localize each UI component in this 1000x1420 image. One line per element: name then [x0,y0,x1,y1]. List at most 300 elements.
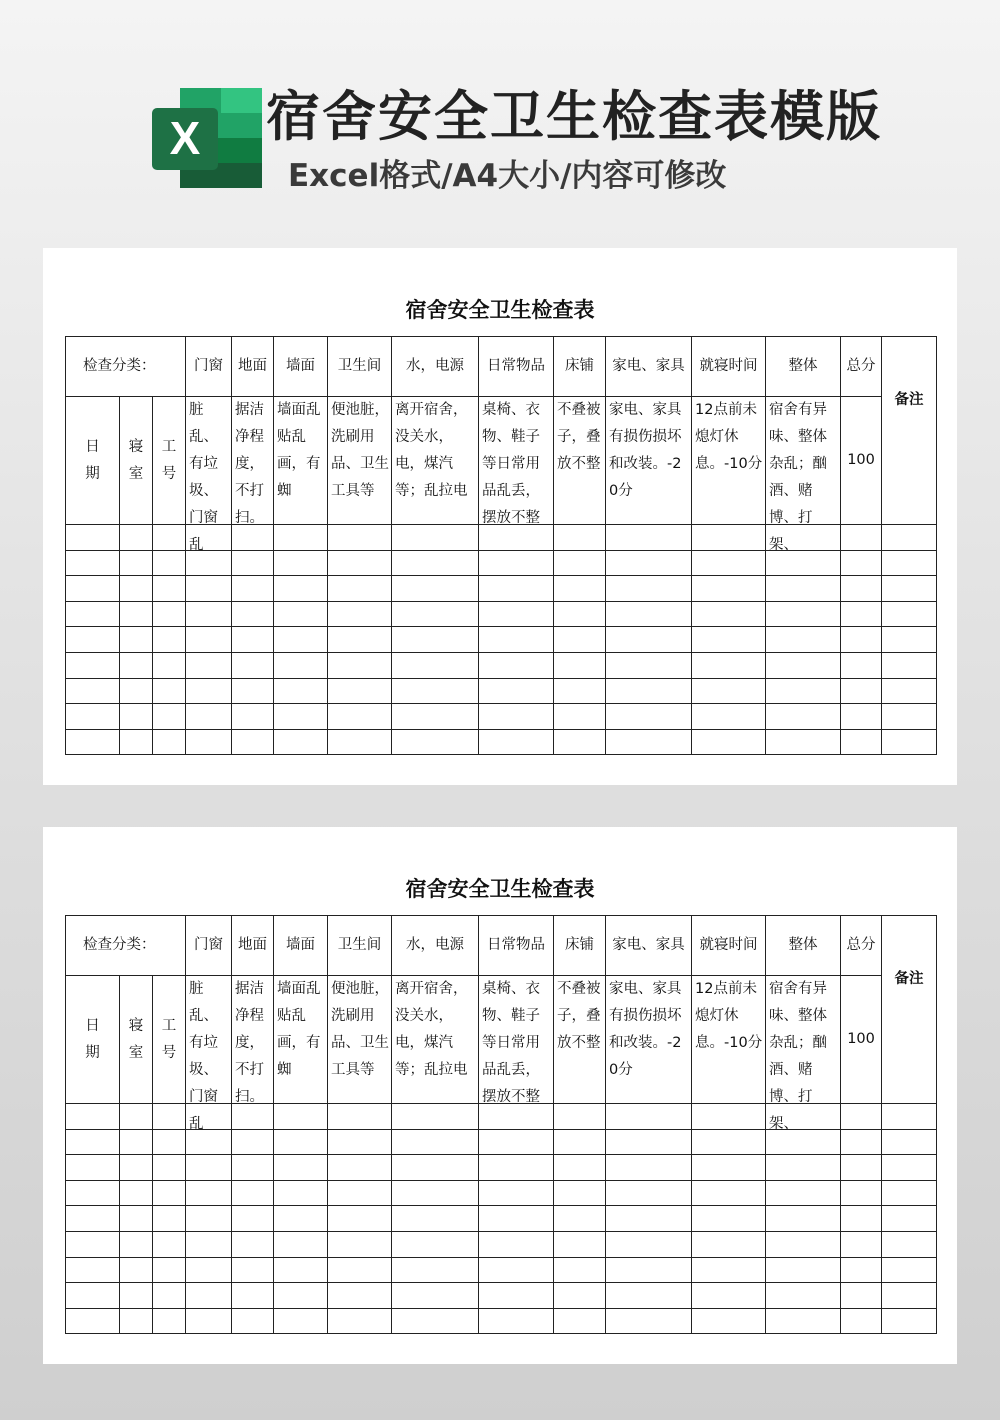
empty-cell [66,1308,120,1334]
empty-cell [841,729,882,755]
empty-cell [766,627,841,653]
empty-cell [692,550,766,576]
empty-cell [554,525,606,551]
empty-cell [766,1257,841,1283]
empty-cell [882,576,937,602]
empty-cell [692,1206,766,1232]
empty-cell [692,652,766,678]
table-row [66,627,937,653]
empty-cell [328,652,392,678]
empty-cell [479,678,554,704]
empty-cell [692,1257,766,1283]
empty-cell [841,704,882,730]
desc-cell [606,397,692,525]
empty-cell [66,627,120,653]
empty-cell [766,576,841,602]
empty-cell [766,1308,841,1334]
empty-cell [66,1206,120,1232]
empty-cell [153,601,186,627]
empty-cell [554,1180,606,1206]
empty-cell [392,1180,479,1206]
empty-cell [186,1155,232,1181]
empty-cell [153,1104,186,1130]
excel-logo-icon [152,86,264,190]
empty-cell [66,1231,120,1257]
empty-cell [120,1257,153,1283]
header-cell: 床铺 [554,916,606,976]
empty-cell [882,1155,937,1181]
empty-cell [479,704,554,730]
desc-cell [766,397,841,553]
empty-cell [232,1155,274,1181]
empty-cell [328,704,392,730]
empty-cell [66,550,120,576]
desc-text: 墙面乱贴乱画，有蜘 [277,402,321,499]
id-label-cell [153,976,186,1104]
desc-text: 12点前未熄灯休息。-10分 [695,981,763,1051]
desc-cell [479,976,554,1104]
desc-cell [606,976,692,1104]
empty-cell [554,627,606,653]
note-cell [882,916,937,1104]
empty-cell [392,1104,479,1130]
empty-cell [328,1129,392,1155]
empty-cell [692,729,766,755]
desc-text: 便池脏，洗刷用品、卫生工具等 [331,981,390,1078]
empty-cell [120,550,153,576]
empty-cell [554,729,606,755]
empty-cell [479,1129,554,1155]
table-row [66,1257,937,1283]
empty-cell [841,601,882,627]
empty-cell [479,1231,554,1257]
empty-cell [766,652,841,678]
page-title: 宿舍安全卫生检查表模版 [266,85,882,148]
header-cell: 地面 [232,916,274,976]
empty-cell [328,601,392,627]
empty-cell [120,652,153,678]
desc-cell [232,976,274,1104]
empty-cell [392,678,479,704]
empty-cell [232,1308,274,1334]
empty-cell [392,729,479,755]
desc-cell [479,397,554,525]
empty-cell [153,576,186,602]
empty-cell [841,678,882,704]
header-cell: 门窗 [186,916,232,976]
desc-cell [554,397,606,525]
inspection-table [65,915,937,1334]
desc-cell [692,397,766,525]
empty-cell [274,1206,328,1232]
empty-cell [554,1104,606,1130]
empty-cell [882,1104,937,1130]
empty-cell [882,1257,937,1283]
desc-text: 宿舍有异味、整体杂乱；酗酒、赌博、打架、 [769,981,828,1132]
empty-cell [66,1257,120,1283]
empty-cell [232,678,274,704]
empty-cell [841,525,882,551]
empty-cell [606,1180,692,1206]
empty-cell [766,601,841,627]
category-label: 检查分类： [66,916,186,976]
desc-cell [274,976,328,1104]
header-cell: 床铺 [554,337,606,397]
empty-cell [882,525,937,551]
desc-text: 桌椅、衣物、鞋子等日常用品乱丢，摆放不整 [482,402,541,526]
empty-cell [841,1206,882,1232]
desc-cell [232,397,274,525]
desc-text: 离开宿舍，没关水，电，煤汽等；乱拉电 [395,981,468,1078]
description-row [66,397,937,525]
sheet-title: 宿舍安全卫生检查表 [405,877,595,901]
empty-cell [554,1155,606,1181]
header-cell: 总分 [841,337,882,397]
header-cell: 卫生间 [328,916,392,976]
empty-cell [328,729,392,755]
empty-cell [120,1283,153,1309]
empty-cell [554,1308,606,1334]
empty-cell [606,729,692,755]
desc-text: 据洁净程度，不打扫。 [235,981,265,1105]
empty-cell [554,1257,606,1283]
empty-cell [882,1231,937,1257]
empty-cell [692,1155,766,1181]
id-label: 工号 [161,438,177,482]
empty-cell [153,678,186,704]
empty-cell [274,678,328,704]
desc-cell [328,397,392,525]
empty-cell [274,550,328,576]
empty-cell [692,601,766,627]
table-row [66,729,937,755]
empty-cell [479,729,554,755]
header-row [66,916,937,976]
empty-cell [554,1206,606,1232]
empty-cell [274,1231,328,1257]
empty-cell [766,729,841,755]
sheet-title: 宿舍安全卫生检查表 [405,298,595,322]
empty-cell [232,601,274,627]
empty-cell [606,1231,692,1257]
empty-cell [479,601,554,627]
empty-cell [232,1257,274,1283]
empty-cell [882,652,937,678]
empty-cell [66,1180,120,1206]
desc-text: 桌椅、衣物、鞋子等日常用品乱丢，摆放不整 [482,981,541,1105]
table-row [66,1155,937,1181]
empty-cell [186,1206,232,1232]
empty-cell [328,1231,392,1257]
empty-cell [186,1257,232,1283]
empty-cell [392,704,479,730]
empty-cell [153,1283,186,1309]
empty-cell [606,1257,692,1283]
empty-cell [606,704,692,730]
total-score: 100 [841,976,882,1104]
empty-cell [274,1283,328,1309]
logo-letter: X [169,112,201,164]
desc-cell [692,976,766,1104]
empty-cell [232,1180,274,1206]
empty-cell [841,1308,882,1334]
header-cell-text: 家电、家具 [612,937,685,953]
total-score: 100 [841,397,882,525]
date-label-cell [66,397,120,525]
desc-text: 不叠被子，叠放不整 [557,981,601,1051]
empty-cell [153,1231,186,1257]
empty-cell [66,652,120,678]
empty-cell [120,704,153,730]
empty-cell [882,1283,937,1309]
table-row [66,704,937,730]
empty-cell [186,601,232,627]
empty-cell [186,576,232,602]
empty-cell [841,550,882,576]
empty-cell [692,1308,766,1334]
desc-text: 墙面乱贴乱画，有蜘 [277,981,321,1078]
empty-cell [232,704,274,730]
empty-cell [328,525,392,551]
empty-cell [274,1308,328,1334]
empty-cell [186,704,232,730]
empty-cell [274,525,328,551]
header-cell [606,916,692,976]
empty-cell [274,576,328,602]
empty-cell [882,1180,937,1206]
empty-cell [841,576,882,602]
desc-cell [186,397,232,553]
desc-text: 便池脏，洗刷用品、卫生工具等 [331,402,390,499]
header-cell: 地面 [232,337,274,397]
empty-cell [274,1155,328,1181]
empty-cell [153,1129,186,1155]
date-label: 日期 [85,438,100,482]
empty-cell [554,704,606,730]
empty-cell [554,678,606,704]
empty-cell [120,1104,153,1130]
empty-cell [328,627,392,653]
empty-cell [120,627,153,653]
empty-cell [841,627,882,653]
id-label: 工号 [161,1017,177,1061]
header-cell-text: 家电、家具 [612,358,685,374]
room-label: 寝室 [128,438,144,482]
empty-cell [232,729,274,755]
empty-cell [554,1129,606,1155]
empty-cell [766,678,841,704]
empty-cell [606,601,692,627]
empty-cell [232,1129,274,1155]
empty-cell [153,1206,186,1232]
empty-cell [692,1231,766,1257]
note-label: 备注 [894,392,924,408]
empty-cell [692,704,766,730]
empty-cell [692,627,766,653]
empty-cell [392,1308,479,1334]
empty-cell [841,1155,882,1181]
desc-text: 脏乱、有垃圾、门窗乱 [189,981,219,1132]
empty-cell [692,678,766,704]
empty-cell [882,1206,937,1232]
empty-cell [120,729,153,755]
empty-cell [232,576,274,602]
empty-cell [153,652,186,678]
header-row [66,337,937,397]
desc-text: 12点前未熄灯休息。-10分 [695,402,763,472]
empty-cell [392,550,479,576]
empty-cell [66,1283,120,1309]
empty-cell [328,1308,392,1334]
empty-cell [841,1257,882,1283]
empty-cell [392,1257,479,1283]
desc-text: 离开宿舍，没关水，电，煤汽等；乱拉电 [395,402,468,499]
empty-cell [66,525,120,551]
empty-cell [882,1308,937,1334]
sheet-2 [43,827,957,1364]
empty-cell [153,704,186,730]
empty-cell [606,627,692,653]
empty-cell [120,1206,153,1232]
header-cell: 水，电源 [392,916,479,976]
empty-cell [274,1104,328,1130]
desc-text: 不叠被子，叠放不整 [557,402,601,472]
empty-cell [328,1257,392,1283]
empty-cell [692,1104,766,1130]
empty-cell [479,1180,554,1206]
empty-cell [392,1129,479,1155]
empty-cell [882,627,937,653]
header-cell: 整体 [766,337,841,397]
empty-cell [766,1283,841,1309]
empty-cell [392,1155,479,1181]
desc-cell [328,976,392,1104]
desc-cell [186,976,232,1132]
description-row [66,976,937,1104]
empty-cell [606,1104,692,1130]
empty-cell [479,652,554,678]
empty-cell [328,1104,392,1130]
empty-cell [66,729,120,755]
empty-cell [232,1283,274,1309]
empty-cell [554,1231,606,1257]
empty-cell [606,550,692,576]
empty-cell [841,1283,882,1309]
header-cell: 日常物品 [479,916,554,976]
table-row [66,601,937,627]
header-cell: 就寝时间 [692,916,766,976]
desc-text: 家电、家具有损伤损坏和改装。-20分 [609,981,682,1078]
sheet-1 [43,248,957,785]
empty-cell [66,1129,120,1155]
desc-cell [274,397,328,525]
empty-cell [392,1283,479,1309]
empty-cell [554,550,606,576]
empty-cell [392,525,479,551]
header-cell: 日常物品 [479,337,554,397]
header-cell: 卫生间 [328,337,392,397]
header-cell: 整体 [766,916,841,976]
empty-cell [232,1206,274,1232]
table-row [66,678,937,704]
empty-cell [328,1180,392,1206]
empty-cell [841,1180,882,1206]
empty-cell [766,1231,841,1257]
empty-cell [606,1308,692,1334]
header-cell: 墙面 [274,916,328,976]
date-label: 日期 [85,1017,100,1061]
empty-cell [274,601,328,627]
empty-cell [882,1129,937,1155]
empty-cell [153,1180,186,1206]
empty-cell [274,729,328,755]
page-subtitle: Excel格式/A4大小/内容可修改 [288,158,727,194]
empty-cell [153,1257,186,1283]
empty-cell [606,1283,692,1309]
empty-cell [606,1206,692,1232]
table-row [66,1206,937,1232]
empty-cell [120,525,153,551]
empty-cell [232,627,274,653]
empty-cell [328,1155,392,1181]
header-cell [606,337,692,397]
empty-cell [274,652,328,678]
category-label: 检查分类： [66,337,186,397]
empty-cell [479,550,554,576]
empty-cell [606,678,692,704]
empty-cell [274,1180,328,1206]
empty-cell [841,1231,882,1257]
desc-text: 宿舍有异味、整体杂乱；酗酒、赌博、打架、 [769,402,828,553]
empty-cell [186,627,232,653]
empty-cell [153,550,186,576]
empty-cell [153,729,186,755]
empty-cell [392,601,479,627]
table-row [66,1283,937,1309]
empty-cell [120,1129,153,1155]
empty-cell [232,652,274,678]
empty-cell [392,576,479,602]
empty-cell [392,627,479,653]
empty-cell [882,729,937,755]
table-row [66,1308,937,1334]
empty-cell [882,601,937,627]
header-cell: 总分 [841,916,882,976]
note-cell [882,337,937,525]
empty-cell [606,1155,692,1181]
empty-cell [274,1257,328,1283]
empty-cell [186,729,232,755]
empty-cell [120,576,153,602]
empty-cell [153,525,186,551]
empty-cell [186,1283,232,1309]
empty-cell [66,678,120,704]
desc-text: 据洁净程度，不打扫。 [235,402,265,526]
empty-cell [479,1155,554,1181]
empty-cell [606,1129,692,1155]
empty-cell [66,1155,120,1181]
room-label-cell [120,397,153,525]
empty-cell [120,678,153,704]
desc-cell [392,397,479,525]
empty-cell [274,1129,328,1155]
empty-cell [120,1155,153,1181]
empty-cell [120,601,153,627]
empty-cell [841,1104,882,1130]
empty-cell [606,525,692,551]
empty-cell [120,1231,153,1257]
empty-cell [692,576,766,602]
